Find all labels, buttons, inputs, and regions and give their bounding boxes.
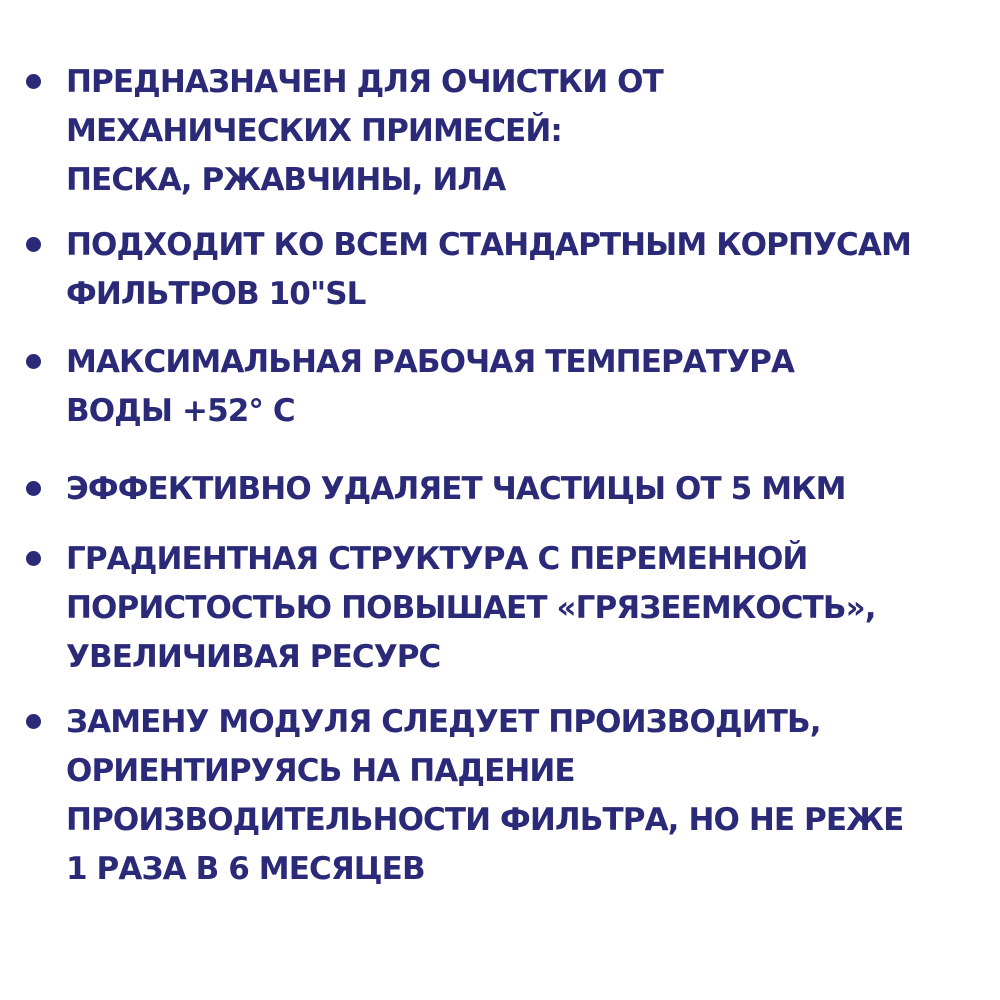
- feature-text: [66, 535, 991, 682]
- feature-line: ЭФФЕКТИВНО УДАЛЯЕТ ЧАСТИЦЫ ОТ 5 МКМ: [66, 471, 846, 507]
- bullet-icon: [26, 354, 41, 369]
- feature-text: [66, 221, 991, 319]
- feature-text: [66, 58, 991, 205]
- feature-line: ВОДЫ +52° С: [66, 393, 295, 429]
- feature-line: 1 РАЗА В 6 МЕСЯЦЕВ: [66, 851, 425, 887]
- feature-text: [66, 338, 991, 436]
- feature-line: ПРОИЗВОДИТЕЛЬНОСТИ ФИЛЬТРА, НО НЕ РЕЖЕ: [66, 802, 904, 838]
- feature-text: [66, 698, 991, 894]
- feature-line: ПОРИСТОСТЬЮ ПОВЫШАЕТ «ГРЯЗЕЕМКОСТЬ»,: [66, 590, 876, 626]
- feature-line: ОРИЕНТИРУЯСЬ НА ПАДЕНИЕ: [66, 753, 575, 789]
- feature-line: ПОДХОДИТ КО ВСЕМ СТАНДАРТНЫМ КОРПУСАМ: [66, 227, 911, 263]
- feature-text: [66, 465, 991, 514]
- feature-line: ГРАДИЕНТНАЯ СТРУКТУРА С ПЕРЕМЕННОЙ: [66, 541, 808, 577]
- feature-line: МАКСИМАЛЬНАЯ РАБОЧАЯ ТЕМПЕРАТУРА: [66, 344, 795, 380]
- feature-line: ФИЛЬТРОВ 10"SL: [66, 276, 366, 312]
- feature-line: МЕХАНИЧЕСКИХ ПРИМЕСЕЙ:: [66, 113, 562, 149]
- bullet-icon: [26, 481, 41, 496]
- feature-line: ЗАМЕНУ МОДУЛЯ СЛЕДУЕТ ПРОИЗВОДИТЬ,: [66, 704, 821, 740]
- feature-line: ПЕСКА, РЖАВЧИНЫ, ИЛА: [66, 162, 506, 198]
- feature-line: ПРЕДНАЗНАЧЕН ДЛЯ ОЧИСТКИ ОТ: [66, 64, 663, 100]
- bullet-icon: [26, 551, 41, 566]
- bullet-icon: [26, 714, 41, 729]
- bullet-icon: [26, 237, 41, 252]
- bullet-icon: [26, 74, 41, 89]
- feature-line: УВЕЛИЧИВАЯ РЕСУРС: [66, 639, 441, 675]
